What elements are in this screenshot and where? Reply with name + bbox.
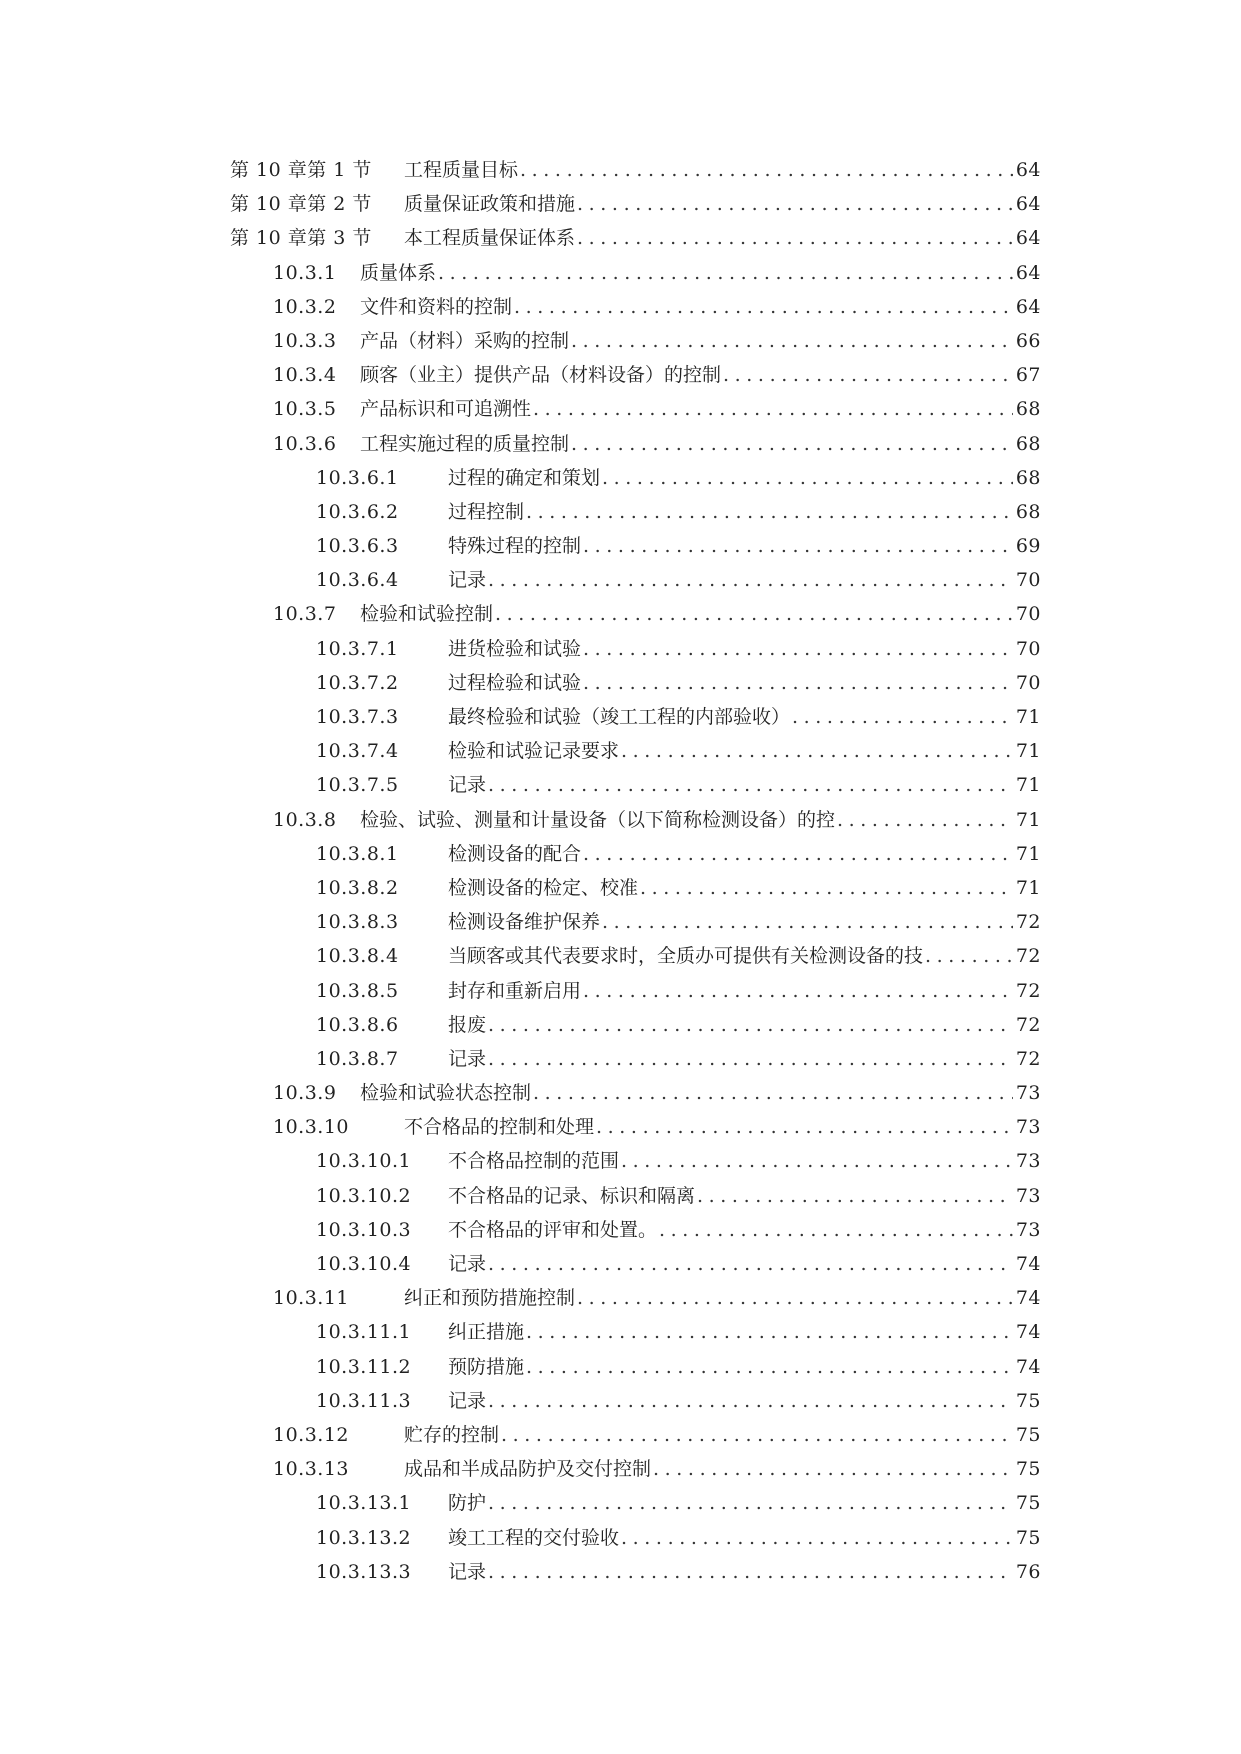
toc-entry-number: 10.3.8.6 <box>316 1013 399 1036</box>
toc-entry-page-number: 73 <box>1015 1218 1041 1241</box>
toc-entry-page-number: 74 <box>1015 1287 1041 1310</box>
dot-leader <box>488 1486 1013 1520</box>
toc-entry-number: 10.3.12 <box>273 1423 350 1446</box>
toc-entry-title: 纠正和预防措施控制 <box>404 1281 577 1315</box>
toc-entry-number: 10.3.4 <box>273 364 337 387</box>
dot-leader <box>526 495 1013 529</box>
toc-entry-title: 记录 <box>448 768 488 802</box>
toc-entry-number: 10.3.7.1 <box>316 637 399 660</box>
toc-entry-line <box>448 1144 1041 1178</box>
toc-entry-page-number: 73 <box>1015 1184 1041 1207</box>
dot-leader <box>488 1384 1013 1418</box>
toc-entry-line <box>448 1213 1041 1247</box>
toc-entry-number: 10.3.11 <box>273 1287 350 1310</box>
dot-leader <box>526 1350 1013 1384</box>
dot-leader <box>577 1281 1013 1315</box>
dot-leader <box>583 837 1013 871</box>
toc-entry-page-number: 74 <box>1015 1253 1041 1275</box>
toc-entry-page-number: 71 <box>1015 876 1041 899</box>
toc-entry[interactable] <box>0 1042 1241 1076</box>
toc-entry-title: 记录 <box>448 1384 488 1418</box>
toc-entry-line <box>360 358 1041 392</box>
dot-leader <box>621 1144 1013 1178</box>
toc-entry-title: 当顾客或其代表要求时，全质办可提供有关检测设备的技 <box>448 939 925 973</box>
toc-entry[interactable] <box>0 495 1241 529</box>
toc-entry-title: 质量体系 <box>360 256 438 290</box>
toc-entry-line <box>404 1418 1041 1452</box>
toc-entry-title: 记录 <box>448 1247 488 1281</box>
toc-entry-number: 10.3.10 <box>273 1116 350 1139</box>
toc-entry-number: 10.3.7.5 <box>316 774 399 797</box>
toc-entry-number: 10.3.5 <box>273 398 337 421</box>
toc-entry-line <box>404 1452 1041 1486</box>
toc-entry-line <box>448 700 1041 734</box>
toc-entry[interactable] <box>0 392 1241 426</box>
toc-entry-title: 过程的确定和策划 <box>448 461 602 495</box>
toc-entry-page-number: 70 <box>1015 637 1041 660</box>
toc-entry[interactable] <box>0 837 1241 871</box>
toc-entry-page-number: 73 <box>1015 1116 1041 1139</box>
toc-entry[interactable] <box>0 871 1241 905</box>
toc-entry-page-number: 71 <box>1015 842 1041 865</box>
toc-entry-title: 顾客（业主）提供产品（材料设备）的控制 <box>360 358 723 392</box>
toc-entry-line <box>448 768 1041 802</box>
toc-entry[interactable] <box>0 1008 1241 1042</box>
dot-leader <box>533 392 1013 426</box>
dot-leader <box>488 1555 1013 1589</box>
toc-entry-title: 产品（材料）采购的控制 <box>360 324 571 358</box>
toc-entry-title: 封存和重新启用 <box>448 974 583 1008</box>
toc-entry-title: 不合格品控制的范围 <box>448 1144 621 1178</box>
toc-entry-page-number: 71 <box>1015 808 1041 831</box>
toc-entry-line <box>448 1384 1041 1418</box>
toc-entry-title: 报废 <box>448 1008 488 1042</box>
toc-entry-page-number: 73 <box>1015 1082 1041 1105</box>
toc-entry[interactable] <box>0 1144 1241 1178</box>
toc-entry-title: 纠正措施 <box>448 1315 526 1349</box>
dot-leader <box>697 1179 1013 1213</box>
toc-entry-number: 10.3.10.1 <box>316 1150 412 1173</box>
toc-entry-title: 不合格品的记录、标识和隔离 <box>448 1179 697 1213</box>
toc-entry-number: 10.3.10.3 <box>316 1218 412 1241</box>
toc-entry-title: 贮存的控制 <box>404 1418 501 1452</box>
dot-leader <box>520 153 1013 187</box>
toc-entry-page-number: 74 <box>1015 1355 1041 1378</box>
toc-entry-title: 工程质量目标 <box>404 153 520 187</box>
toc-entry-title: 工程实施过程的质量控制 <box>360 427 571 461</box>
toc-entry-line <box>448 632 1041 666</box>
toc-entry-line <box>448 871 1041 905</box>
dot-leader <box>621 1521 1013 1555</box>
toc-entry-title: 不合格品的评审和处置。 <box>448 1213 659 1247</box>
dot-leader <box>514 290 1013 324</box>
toc-entry-title: 特殊过程的控制 <box>448 529 583 563</box>
toc-entry-title: 质量保证政策和措施 <box>404 187 577 221</box>
dot-leader <box>583 632 1013 666</box>
toc-entry-page-number: 70 <box>1015 671 1041 694</box>
dot-leader <box>501 1418 1013 1452</box>
toc-entry-number: 10.3.8.5 <box>316 979 399 1002</box>
dot-leader <box>925 939 1013 973</box>
toc-entry[interactable] <box>0 529 1241 563</box>
toc-entry-page-number: 71 <box>1015 774 1041 797</box>
toc-entry-page-number: 64 <box>1015 227 1041 250</box>
toc-entry-title: 不合格品的控制和处理 <box>404 1110 596 1144</box>
toc-entry-number: 10.3.8.2 <box>316 876 399 899</box>
toc-entry-number: 第 10 章第 1 节 <box>230 159 372 181</box>
toc-entry-number: 10.3.6.2 <box>316 500 399 523</box>
toc-entry-line <box>448 563 1041 597</box>
toc-entry-number: 10.3.6.4 <box>316 569 399 592</box>
toc-entry-line <box>360 1076 1041 1110</box>
toc-entry[interactable] <box>0 1521 1241 1555</box>
toc-entry[interactable] <box>0 290 1241 324</box>
table-of-contents <box>0 153 1241 1589</box>
dot-leader <box>571 427 1013 461</box>
toc-entry-number: 10.3.3 <box>273 329 337 352</box>
toc-entry-line <box>360 597 1041 631</box>
toc-entry-line <box>448 666 1041 700</box>
dot-leader <box>533 1076 1013 1110</box>
toc-entry-page-number: 64 <box>1015 193 1041 216</box>
toc-entry-number: 第 10 章第 2 节 <box>230 193 372 216</box>
toc-entry[interactable] <box>0 803 1241 837</box>
toc-entry-page-number: 68 <box>1015 398 1041 421</box>
dot-leader <box>602 461 1013 495</box>
toc-entry-title: 检测设备的配合 <box>448 837 583 871</box>
toc-entry-number: 10.3.8.4 <box>316 945 399 968</box>
dot-leader <box>583 974 1013 1008</box>
toc-entry-page-number: 73 <box>1015 1150 1041 1173</box>
toc-entry-line <box>448 1486 1041 1520</box>
toc-entry-line <box>448 1179 1041 1213</box>
dot-leader <box>640 871 1013 905</box>
toc-entry-number: 10.3.13 <box>273 1458 350 1481</box>
dot-leader <box>526 1315 1013 1349</box>
toc-entry-page-number: 75 <box>1015 1389 1041 1412</box>
toc-entry[interactable] <box>0 1247 1241 1281</box>
toc-entry-title: 最终检验和试验（竣工工程的内部验收） <box>448 700 792 734</box>
toc-entry-number: 10.3.7.3 <box>316 706 399 728</box>
toc-entry[interactable] <box>0 1452 1241 1486</box>
toc-entry-number: 10.3.7.4 <box>316 740 399 763</box>
toc-entry-line <box>448 905 1041 939</box>
dot-leader <box>621 734 1013 768</box>
toc-entry-title: 预防措施 <box>448 1350 526 1384</box>
toc-entry-number: 第 10 章第 3 节 <box>230 227 372 250</box>
toc-entry-title: 检验、试验、测量和计量设备（以下简称检测设备）的控 <box>360 803 837 837</box>
toc-entry-line <box>360 256 1041 290</box>
toc-entry-page-number: 74 <box>1015 1321 1041 1344</box>
toc-entry[interactable] <box>0 768 1241 802</box>
toc-entry-number: 10.3.2 <box>273 295 337 318</box>
toc-entry[interactable] <box>0 1179 1241 1213</box>
toc-entry-line <box>448 529 1041 563</box>
toc-entry-line <box>360 803 1041 837</box>
dot-leader <box>488 1008 1013 1042</box>
dot-leader <box>488 1247 1013 1281</box>
toc-entry[interactable] <box>0 1555 1241 1589</box>
toc-entry-page-number: 76 <box>1015 1560 1041 1583</box>
toc-entry[interactable] <box>0 358 1241 392</box>
toc-entry-number: 10.3.1 <box>273 261 337 284</box>
toc-entry-page-number: 72 <box>1015 911 1041 934</box>
toc-entry-number: 10.3.13.1 <box>316 1492 412 1515</box>
toc-entry-line <box>448 461 1041 495</box>
toc-entry-line <box>360 324 1041 358</box>
toc-entry-line <box>404 1281 1041 1315</box>
toc-entry-title: 竣工工程的交付验收 <box>448 1521 621 1555</box>
toc-entry-number: 10.3.10.4 <box>316 1253 412 1275</box>
toc-entry-line <box>404 221 1041 255</box>
toc-entry-page-number: 66 <box>1015 329 1041 352</box>
toc-entry-line <box>360 392 1041 426</box>
dot-leader <box>723 358 1013 392</box>
toc-entry-line <box>448 1521 1041 1555</box>
toc-entry-page-number: 75 <box>1015 1492 1041 1515</box>
toc-entry-page-number: 70 <box>1015 569 1041 592</box>
toc-entry-line <box>404 187 1041 221</box>
toc-entry-line <box>448 1042 1041 1076</box>
toc-entry-title: 过程检验和试验 <box>448 666 583 700</box>
toc-entry-page-number: 75 <box>1015 1526 1041 1549</box>
toc-entry-line <box>448 734 1041 768</box>
toc-entry-line <box>448 939 1041 973</box>
toc-entry[interactable] <box>0 153 1241 187</box>
toc-entry[interactable] <box>0 632 1241 666</box>
toc-entry-page-number: 72 <box>1015 979 1041 1002</box>
toc-entry-number: 10.3.11.3 <box>316 1389 412 1412</box>
toc-entry-page-number: 72 <box>1015 945 1041 968</box>
toc-entry-title: 检验和试验控制 <box>360 597 495 631</box>
toc-entry-line <box>448 1350 1041 1384</box>
toc-entry[interactable] <box>0 1315 1241 1349</box>
toc-entry-number: 10.3.6 <box>273 432 337 455</box>
toc-entry-line <box>360 290 1041 324</box>
toc-entry-line <box>404 153 1041 187</box>
toc-entry-title: 防护 <box>448 1486 488 1520</box>
toc-entry-page-number: 71 <box>1015 706 1041 728</box>
toc-entry-title: 产品标识和可追溯性 <box>360 392 533 426</box>
toc-entry-page-number: 72 <box>1015 1013 1041 1036</box>
toc-entry-page-number: 64 <box>1015 261 1041 284</box>
dot-leader <box>659 1213 1013 1247</box>
toc-entry-title: 文件和资料的控制 <box>360 290 514 324</box>
toc-entry[interactable] <box>0 905 1241 939</box>
toc-entry[interactable] <box>0 597 1241 631</box>
toc-entry[interactable] <box>0 256 1241 290</box>
toc-entry[interactable] <box>0 461 1241 495</box>
toc-entry-title: 记录 <box>448 563 488 597</box>
dot-leader <box>583 529 1013 563</box>
toc-entry-line <box>448 837 1041 871</box>
toc-entry-line <box>404 1110 1041 1144</box>
dot-leader <box>571 324 1013 358</box>
toc-entry-page-number: 70 <box>1015 603 1041 626</box>
toc-entry-line <box>448 1247 1041 1281</box>
toc-entry[interactable] <box>0 221 1241 255</box>
toc-entry-page-number: 75 <box>1015 1458 1041 1481</box>
toc-entry-title: 检验和试验状态控制 <box>360 1076 533 1110</box>
toc-entry-number: 10.3.6.3 <box>316 535 399 558</box>
dot-leader <box>488 1042 1013 1076</box>
toc-entry-title: 检测设备维护保养 <box>448 905 602 939</box>
toc-entry-title: 进货检验和试验 <box>448 632 583 666</box>
toc-entry-number: 10.3.11.1 <box>316 1321 412 1344</box>
toc-entry[interactable] <box>0 1281 1241 1315</box>
toc-entry-number: 10.3.8.1 <box>316 842 399 865</box>
toc-entry[interactable] <box>0 1384 1241 1418</box>
toc-entry[interactable] <box>0 427 1241 461</box>
toc-entry[interactable] <box>0 187 1241 221</box>
toc-entry-page-number: 72 <box>1015 1047 1041 1070</box>
toc-entry[interactable] <box>0 1350 1241 1384</box>
toc-entry-number: 10.3.13.3 <box>316 1560 412 1583</box>
toc-entry-page-number: 67 <box>1015 364 1041 387</box>
dot-leader <box>577 221 1013 255</box>
toc-entry-number: 10.3.8.3 <box>316 911 399 934</box>
toc-entry-title: 过程控制 <box>448 495 526 529</box>
toc-entry-title: 检验和试验记录要求 <box>448 734 621 768</box>
toc-entry[interactable] <box>0 1486 1241 1520</box>
toc-entry[interactable] <box>0 324 1241 358</box>
toc-entry-line <box>448 1008 1041 1042</box>
toc-entry-number: 10.3.7 <box>273 603 337 626</box>
toc-entry-number: 10.3.8 <box>273 808 337 831</box>
toc-entry-title: 记录 <box>448 1042 488 1076</box>
toc-entry-page-number: 64 <box>1015 159 1041 181</box>
toc-entry[interactable] <box>0 734 1241 768</box>
toc-entry-number: 10.3.8.7 <box>316 1047 399 1070</box>
toc-entry-page-number: 68 <box>1015 466 1041 489</box>
toc-entry[interactable] <box>0 666 1241 700</box>
toc-entry-line <box>448 1555 1041 1589</box>
toc-entry-line <box>360 427 1041 461</box>
toc-entry[interactable] <box>0 563 1241 597</box>
toc-entry-title: 本工程质量保证体系 <box>404 221 577 255</box>
toc-entry-number: 10.3.11.2 <box>316 1355 412 1378</box>
toc-entry-line <box>448 974 1041 1008</box>
toc-entry-number: 10.3.7.2 <box>316 671 399 694</box>
toc-entry-page-number: 75 <box>1015 1423 1041 1446</box>
dot-leader <box>438 256 1013 290</box>
toc-entry-page-number: 69 <box>1015 535 1041 558</box>
toc-entry-title: 记录 <box>448 1555 488 1589</box>
toc-entry-page-number: 64 <box>1015 295 1041 318</box>
dot-leader <box>583 666 1013 700</box>
toc-entry[interactable] <box>0 939 1241 973</box>
toc-entry-number: 10.3.13.2 <box>316 1526 412 1549</box>
toc-entry-title: 成品和半成品防护及交付控制 <box>404 1452 653 1486</box>
toc-entry-number: 10.3.10.2 <box>316 1184 412 1207</box>
dot-leader <box>653 1452 1013 1486</box>
toc-entry[interactable] <box>0 700 1241 734</box>
toc-entry-line <box>448 495 1041 529</box>
toc-entry-title: 检测设备的检定、校准 <box>448 871 640 905</box>
toc-entry-page-number: 68 <box>1015 432 1041 455</box>
toc-entry-number: 10.3.9 <box>273 1082 337 1105</box>
dot-leader <box>596 1110 1013 1144</box>
dot-leader <box>577 187 1013 221</box>
dot-leader <box>837 803 1013 837</box>
dot-leader <box>495 597 1013 631</box>
toc-entry[interactable] <box>0 1110 1241 1144</box>
toc-entry[interactable] <box>0 974 1241 1008</box>
toc-entry[interactable] <box>0 1213 1241 1247</box>
toc-entry[interactable] <box>0 1076 1241 1110</box>
dot-leader <box>488 768 1013 802</box>
toc-entry-line <box>448 1315 1041 1349</box>
toc-entry-page-number: 71 <box>1015 740 1041 763</box>
dot-leader <box>488 563 1013 597</box>
toc-entry[interactable] <box>0 1418 1241 1452</box>
toc-entry-page-number: 68 <box>1015 500 1041 523</box>
toc-entry-number: 10.3.6.1 <box>316 466 399 489</box>
dot-leader <box>792 700 1013 734</box>
dot-leader <box>602 905 1013 939</box>
